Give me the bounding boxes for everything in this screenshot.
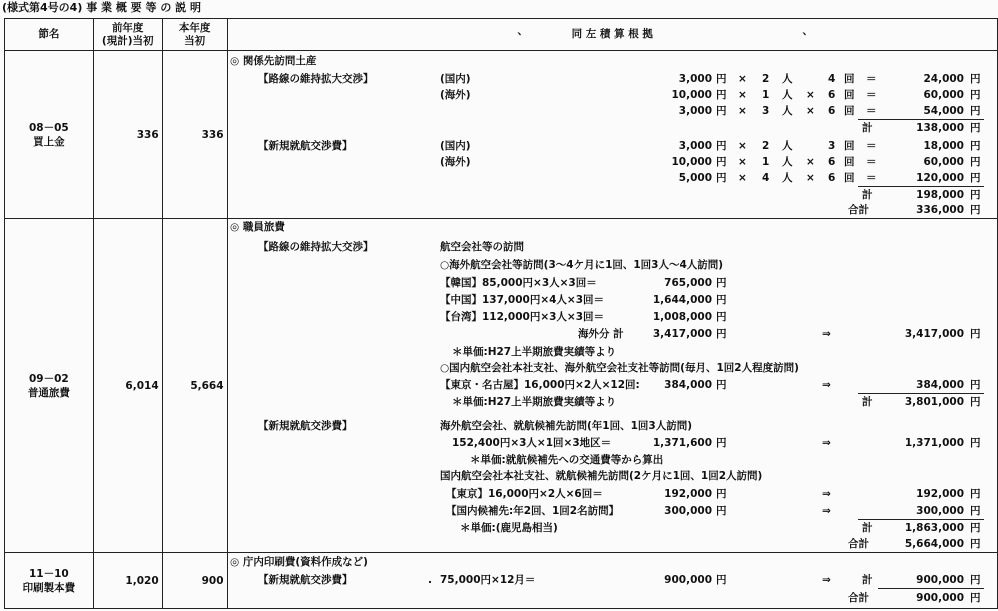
calc-times: × [738, 73, 747, 85]
section-1-name: 08－05 買上金 [5, 51, 94, 219]
calc-unit: 円 [716, 140, 727, 152]
item-text: 【国内候補先:年2回、1回2名訪問】 [446, 505, 620, 517]
header-section-name: 節名 [5, 19, 94, 51]
item-text: 国内航空会社本社支社、就航候補先訪問(2ケ月に1回、1回2人訪問) [440, 470, 763, 482]
item-note: ＊単価:H27上半期旅費実績等より [452, 346, 617, 358]
calc-yen: 円 [716, 437, 727, 449]
calc-yen: 円 [970, 574, 981, 586]
stray-dot: . [428, 574, 432, 586]
item-amount: 3,417,000 [652, 328, 712, 340]
section-3-name: 11－10 印刷製本費 [5, 553, 94, 609]
calc-region: (海外) [440, 156, 471, 168]
calc-price: 10,000 [671, 89, 712, 101]
header-prev-year: 前年度 (現計)当初 [93, 19, 162, 51]
subtotal-amount: 900,000 [916, 574, 964, 586]
total-label: 合計 [848, 538, 869, 550]
subtotal-rule [878, 588, 984, 589]
calc-unit: 円 [716, 73, 727, 85]
item-amount: 900,000 [664, 574, 712, 586]
calc-yen: 円 [970, 122, 981, 134]
item-amount: 765,000 [664, 277, 712, 289]
total-amount: 5,664,000 [904, 538, 964, 550]
arrow-icon: ⇒ [822, 488, 831, 500]
item-text: 【台湾】112,000円×3人×3回＝ [440, 311, 605, 323]
calc-yen: 円 [970, 538, 981, 550]
calc-count: 2 [762, 140, 770, 152]
calc-times: × [738, 172, 747, 184]
calc-times: × [738, 89, 747, 101]
calc-price: 3,000 [678, 140, 712, 152]
section-2-curr: 5,664 [162, 219, 227, 553]
subtotal-amount: 198,000 [916, 189, 964, 201]
calc-amount: 300,000 [916, 505, 964, 517]
subtotal-rule [858, 186, 984, 187]
calc-unit: 人 [782, 140, 793, 152]
total-amount: 336,000 [916, 204, 964, 216]
calc-count: 1 [762, 89, 770, 101]
calc-equals: ＝ [866, 156, 877, 168]
calc-equals: ＝ [866, 73, 877, 85]
page-title: (様式第4号の4) 事 業 概 要 等 の 説 明 [2, 1, 201, 14]
calc-equals: ＝ [866, 172, 877, 184]
calc-count: 4 [828, 73, 836, 85]
calc-amount: 60,000 [923, 156, 964, 168]
section-1-curr: 336 [162, 51, 227, 219]
calc-count: 3 [828, 140, 836, 152]
calc-unit: 回 [844, 140, 855, 152]
section-3-heading: ◎ 庁内印刷費(資料作成など) [230, 556, 368, 568]
calc-yen: 円 [970, 592, 981, 604]
calc-unit: 円 [716, 89, 727, 101]
calc-times: × [738, 156, 747, 168]
calc-yen: 円 [716, 488, 727, 500]
section-2-heading: ◎ 職員旅費 [230, 221, 285, 233]
subtotal-amount: 138,000 [916, 122, 964, 134]
calc-yen: 円 [970, 505, 981, 517]
calc-unit: 円 [716, 172, 727, 184]
calc-label: 【新規就航交渉費】 [258, 420, 353, 432]
subtotal-rule [858, 119, 984, 120]
calc-unit: 回 [844, 105, 855, 117]
calc-yen: 円 [716, 294, 727, 306]
subtotal-amount: 3,801,000 [904, 396, 964, 408]
item-text: 【東京・名古屋】16,000円×2人×12回: [440, 379, 640, 391]
calc-yen: 円 [970, 204, 981, 216]
calc-label: 【新規就航交渉費】 [258, 140, 353, 152]
section-3-curr: 900 [162, 553, 227, 609]
calc-label: 【新規就航交渉費】 [258, 574, 353, 586]
calc-amount: 120,000 [916, 172, 964, 184]
calc-price: 3,000 [678, 73, 712, 85]
calc-label: 【路線の維持拡大交渉】 [258, 73, 374, 85]
item-amount: 1,008,000 [652, 311, 712, 323]
subtotal-label: 計 [862, 122, 873, 134]
calc-yen: 円 [970, 437, 981, 449]
item-text: 海外分 計 [578, 328, 624, 340]
calc-times: × [738, 140, 747, 152]
item-text: ○国内航空会社本社支社、海外航空会社支社等訪問(毎月、1回2人程度訪問) [440, 362, 799, 374]
calc-yen: 円 [970, 379, 981, 391]
subtotal-rule [858, 519, 984, 520]
calc-yen: 円 [970, 396, 981, 408]
arrow-icon: ⇒ [822, 574, 831, 586]
calc-count: 6 [828, 105, 836, 117]
header-basis: 、 同 左 積 算 根 拠 、 [227, 19, 997, 51]
calc-unit: 回 [844, 89, 855, 101]
calc-times: × [806, 89, 815, 101]
item-text: 【東京】16,000円×2人×6回＝ [446, 488, 603, 500]
subtotal-label: 計 [862, 189, 873, 201]
section-2-prev: 6,014 [93, 219, 162, 553]
calc-yen: 円 [970, 172, 981, 184]
calc-label: 【路線の維持拡大交渉】 [258, 241, 374, 253]
calc-yen: 円 [970, 156, 981, 168]
calc-amount: 24,000 [923, 73, 964, 85]
header-curr-year: 本年度 当初 [162, 19, 227, 51]
calc-price: 10,000 [671, 156, 712, 168]
section-3-prev: 1,020 [93, 553, 162, 609]
item-text: 【韓国】85,000円×3人×3回＝ [440, 277, 597, 289]
section-1-heading: ◎ 関係先訪問土産 [230, 55, 317, 67]
calc-yen: 円 [716, 328, 727, 340]
item-note: ＊単価:就航候補先への交通費等から算出 [470, 454, 664, 466]
arrow-icon: ⇒ [822, 505, 831, 517]
calc-unit: 人 [782, 89, 793, 101]
total-label: 合計 [848, 592, 869, 604]
calc-yen: 円 [716, 505, 727, 517]
calc-yen: 円 [716, 574, 727, 586]
item-amount: 1,644,000 [652, 294, 712, 306]
item-amount: 1,371,600 [652, 437, 712, 449]
calc-count: 1 [762, 156, 770, 168]
subtotal-amount: 1,863,000 [904, 522, 964, 534]
item-text: 航空会社等の訪問 [440, 241, 524, 253]
arrow-icon: ⇒ [822, 379, 831, 391]
calc-unit: 円 [716, 105, 727, 117]
item-amount: 192,000 [664, 488, 712, 500]
calc-amount: 192,000 [916, 488, 964, 500]
calc-yen: 円 [970, 140, 981, 152]
calc-unit: 人 [782, 172, 793, 184]
arrow-icon: ⇒ [822, 328, 831, 340]
calc-yen: 円 [970, 89, 981, 101]
calc-equals: ＝ [866, 89, 877, 101]
calc-yen: 円 [970, 522, 981, 534]
calc-region: (国内) [440, 140, 471, 152]
arrow-icon: ⇒ [822, 437, 831, 449]
calc-count: 2 [762, 73, 770, 85]
calc-price: 3,000 [678, 105, 712, 117]
calc-unit: 回 [844, 156, 855, 168]
calc-unit: 人 [782, 156, 793, 168]
calc-times: × [806, 156, 815, 168]
calc-yen: 円 [970, 488, 981, 500]
calc-amount: 3,417,000 [904, 328, 964, 340]
item-text: 【中国】137,000円×4人×3回＝ [440, 294, 605, 306]
calc-count: 6 [828, 89, 836, 101]
calc-unit: 回 [844, 73, 855, 85]
calc-amount: 384,000 [916, 379, 964, 391]
calc-yen: 円 [970, 73, 981, 85]
section-2-name: 09－02 普通旅費 [5, 219, 94, 553]
item-text: 海外航空会社、就航候補先訪問(年1回、1回3人訪問) [440, 420, 693, 432]
subtotal-label: 計 [862, 574, 873, 586]
calc-times: × [806, 172, 815, 184]
calc-unit: 回 [844, 172, 855, 184]
subtotal-label: 計 [862, 396, 873, 408]
calc-unit: 人 [782, 105, 793, 117]
total-amount: 900,000 [916, 592, 964, 604]
calc-times: × [806, 105, 815, 117]
calc-amount: 54,000 [923, 105, 964, 117]
section-1-prev: 336 [93, 51, 162, 219]
calc-count: 6 [828, 172, 836, 184]
calc-region: (海外) [440, 89, 471, 101]
subtotal-rule [858, 393, 984, 394]
item-amount: 300,000 [664, 505, 712, 517]
calc-unit: 人 [782, 73, 793, 85]
item-note: ＊単価:(鹿児島相当) [460, 522, 558, 534]
calc-amount: 18,000 [923, 140, 964, 152]
item-text: ○海外航空会社等訪問(3～4ケ月に1回、1回3人～4人訪問) [440, 259, 724, 271]
total-label: 合計 [848, 204, 869, 216]
calc-region: (国内) [440, 73, 471, 85]
calc-equals: ＝ [866, 140, 877, 152]
calc-amount: 60,000 [923, 89, 964, 101]
calc-times: × [738, 105, 747, 117]
calc-yen: 円 [716, 311, 727, 323]
calc-yen: 円 [716, 277, 727, 289]
item-text: 152,400円×3人×1回×3地区＝ [452, 437, 612, 449]
calc-price: 5,000 [678, 172, 712, 184]
calc-yen: 円 [970, 189, 981, 201]
calc-yen: 円 [716, 379, 727, 391]
calc-yen: 円 [970, 105, 981, 117]
calc-count: 3 [762, 105, 770, 117]
item-note: ＊単価:H27上半期旅費実績等より [452, 396, 617, 408]
subtotal-label: 計 [862, 522, 873, 534]
calc-yen: 円 [970, 328, 981, 340]
calc-count: 6 [828, 156, 836, 168]
item-amount: 384,000 [664, 379, 712, 391]
calc-unit: 円 [716, 156, 727, 168]
calc-count: 4 [762, 172, 770, 184]
calc-amount: 1,371,000 [904, 437, 964, 449]
calc-equals: ＝ [866, 105, 877, 117]
item-text: 75,000円×12月＝ [440, 574, 536, 586]
